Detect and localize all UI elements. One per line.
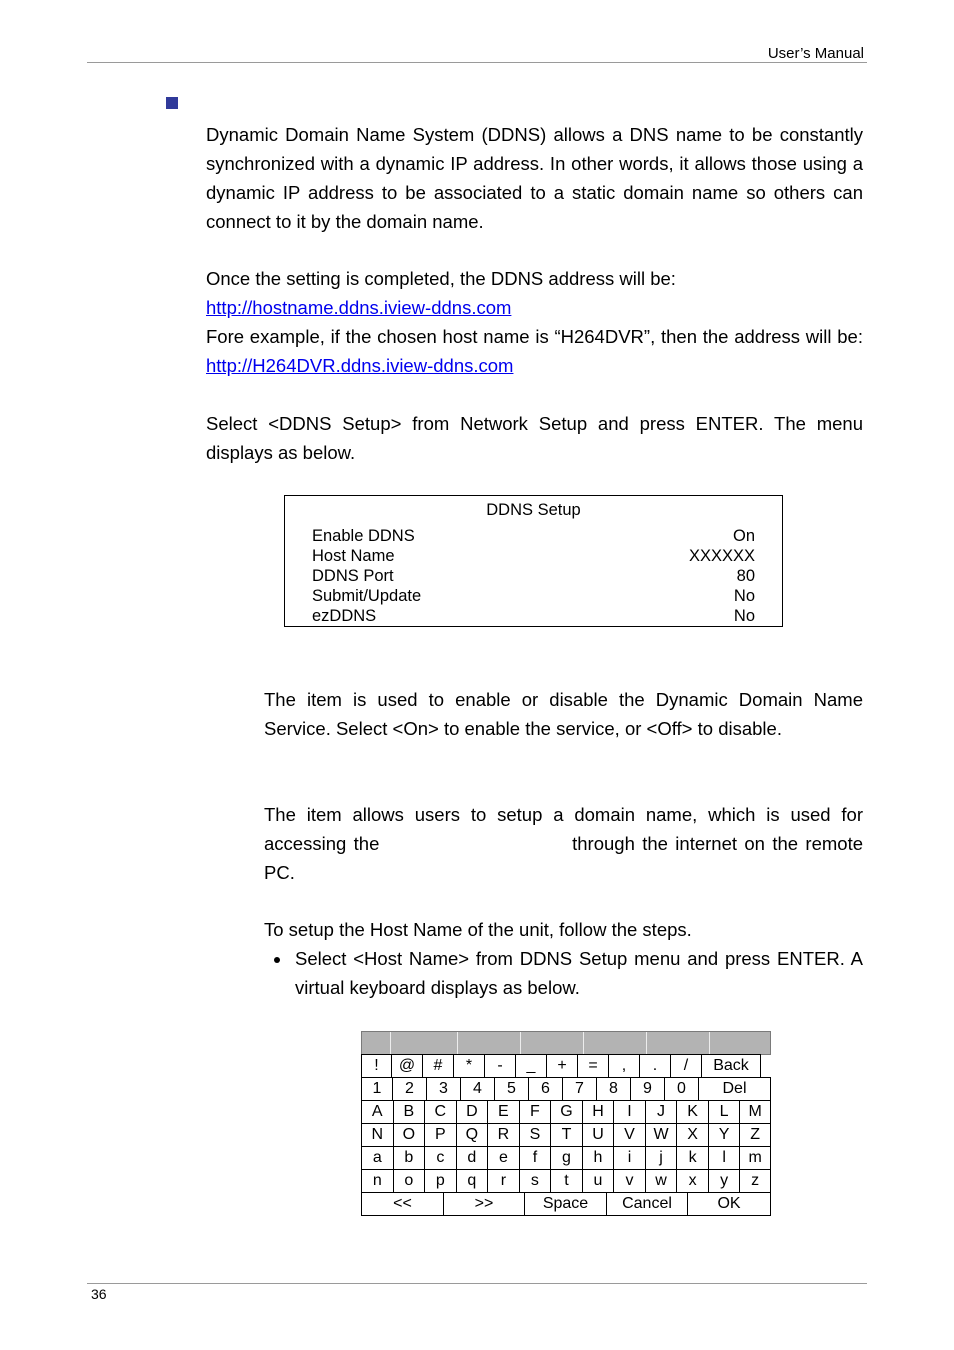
ddns-row-value: 80 bbox=[736, 567, 755, 585]
key-l[interactable]: L bbox=[708, 1100, 740, 1124]
key-r[interactable]: R bbox=[487, 1123, 519, 1147]
key-6[interactable]: 6 bbox=[528, 1077, 562, 1101]
key-left[interactable]: << bbox=[361, 1192, 443, 1216]
key-h[interactable]: h bbox=[582, 1146, 614, 1170]
key-z[interactable]: z bbox=[739, 1169, 771, 1193]
header-title: User’s Manual bbox=[767, 45, 864, 62]
key-n[interactable]: N bbox=[361, 1123, 393, 1147]
ddns-row-label: Host Name bbox=[312, 547, 395, 565]
key-x[interactable]: X bbox=[676, 1123, 708, 1147]
keyboard-row bbox=[361, 1054, 771, 1078]
key-a[interactable]: a bbox=[361, 1146, 393, 1170]
key-s[interactable]: S bbox=[519, 1123, 551, 1147]
keyboard-row bbox=[361, 1123, 771, 1147]
keyboard-row bbox=[361, 1100, 771, 1124]
page-number: 36 bbox=[91, 1286, 107, 1302]
ddns-address-link[interactable]: http://hostname.ddns.iview-ddns.com bbox=[206, 297, 512, 318]
bullet-dot-icon bbox=[274, 957, 280, 963]
ddns-menu-row-enable[interactable] bbox=[312, 526, 755, 546]
key-9[interactable]: 9 bbox=[630, 1077, 664, 1101]
key-5[interactable]: 5 bbox=[494, 1077, 528, 1101]
ddns-row-label: ezDDNS bbox=[312, 607, 377, 625]
key-o[interactable]: o bbox=[393, 1169, 425, 1193]
ddns-menu-row-submit[interactable] bbox=[312, 586, 755, 606]
ddns-menu-row-ezddns[interactable] bbox=[312, 606, 755, 626]
key-e[interactable]: e bbox=[487, 1146, 519, 1170]
address-line1: Once the setting is completed, the DDNS address will be: bbox=[206, 268, 676, 289]
select-paragraph: Select <DDNS Setup> from Network Setup and press ENTER. The menu displays as below. bbox=[206, 413, 863, 463]
key-symbol[interactable]: # bbox=[422, 1054, 453, 1078]
key-l[interactable]: l bbox=[708, 1146, 740, 1170]
key-7[interactable]: 7 bbox=[562, 1077, 596, 1101]
key-g[interactable]: G bbox=[550, 1100, 582, 1124]
key-del[interactable]: Del bbox=[698, 1077, 771, 1101]
key-3[interactable]: 3 bbox=[426, 1077, 460, 1101]
key-t[interactable]: t bbox=[550, 1169, 582, 1193]
key-q[interactable]: q bbox=[456, 1169, 488, 1193]
header-divider bbox=[87, 62, 867, 63]
key-j[interactable]: j bbox=[645, 1146, 677, 1170]
footer-divider bbox=[87, 1283, 867, 1284]
ddns-row-label: Enable DDNS bbox=[312, 527, 415, 545]
key-f[interactable]: f bbox=[519, 1146, 551, 1170]
key-symbol[interactable]: = bbox=[577, 1054, 608, 1078]
key-y[interactable]: Y bbox=[708, 1123, 740, 1147]
key-k[interactable]: K bbox=[676, 1100, 708, 1124]
key-p[interactable]: p bbox=[424, 1169, 456, 1193]
key-e[interactable]: E bbox=[487, 1100, 519, 1124]
key-b[interactable]: b bbox=[393, 1146, 425, 1170]
key-c[interactable]: c bbox=[424, 1146, 456, 1170]
ddns-row-value: XXXXXX bbox=[688, 547, 755, 565]
ddns-row-label: DDNS Port bbox=[312, 567, 394, 585]
key-symbol[interactable]: _ bbox=[515, 1054, 546, 1078]
key-d[interactable]: D bbox=[456, 1100, 488, 1124]
key-0[interactable]: 0 bbox=[664, 1077, 698, 1101]
key-i[interactable]: i bbox=[613, 1146, 645, 1170]
key-cancel[interactable]: Cancel bbox=[606, 1192, 687, 1216]
key-symbol[interactable]: , bbox=[608, 1054, 639, 1078]
key-back[interactable]: Back bbox=[701, 1054, 761, 1078]
ddns-menu-row-port[interactable] bbox=[312, 566, 755, 586]
keyboard-row bbox=[361, 1146, 771, 1170]
key-j[interactable]: J bbox=[645, 1100, 677, 1124]
ddns-row-value: On bbox=[732, 527, 755, 545]
key-w[interactable]: W bbox=[645, 1123, 677, 1147]
host-para-part1: The item allows users to setup a domain name, which is used for accessing the bbox=[264, 804, 863, 854]
host-name-paragraph bbox=[264, 800, 863, 887]
section-bullet-icon bbox=[166, 97, 178, 109]
key-k[interactable]: k bbox=[676, 1146, 708, 1170]
keyboard-row bbox=[361, 1192, 771, 1216]
key-r[interactable]: r bbox=[487, 1169, 519, 1193]
key-ok[interactable]: OK bbox=[687, 1192, 771, 1216]
ddns-row-label: Submit/Update bbox=[312, 587, 422, 605]
key-symbol[interactable]: - bbox=[484, 1054, 515, 1078]
keyboard-row bbox=[361, 1169, 771, 1193]
key-o[interactable]: O bbox=[393, 1123, 425, 1147]
key-n[interactable]: n bbox=[361, 1169, 393, 1193]
key-4[interactable]: 4 bbox=[460, 1077, 494, 1101]
keyboard-header-bar bbox=[361, 1031, 771, 1055]
key-2[interactable]: 2 bbox=[392, 1077, 426, 1101]
steps-intro: To setup the Host Name of the unit, follow the steps. bbox=[264, 919, 692, 940]
ddns-menu-title: DDNS Setup bbox=[486, 501, 581, 519]
key-symbol[interactable]: @ bbox=[391, 1054, 422, 1078]
key-symbol[interactable]: + bbox=[546, 1054, 577, 1078]
key-m[interactable]: m bbox=[739, 1146, 771, 1170]
ddns-row-value: No bbox=[733, 587, 755, 605]
key-x[interactable]: x bbox=[676, 1169, 708, 1193]
intro-paragraph: Dynamic Domain Name System (DDNS) allows a DNS name to be constantly synchronized with a dynamic IP address. In other words, it allows those using a dynamic IP address to be associated to a static domain name so others can connect to it by the domain name. bbox=[206, 124, 863, 232]
key-u[interactable]: u bbox=[582, 1169, 614, 1193]
key-symbol[interactable]: ! bbox=[361, 1054, 391, 1078]
keyboard-row bbox=[361, 1077, 771, 1101]
key-z[interactable]: Z bbox=[739, 1123, 771, 1147]
key-8[interactable]: 8 bbox=[596, 1077, 630, 1101]
key-i[interactable]: I bbox=[613, 1100, 645, 1124]
key-b[interactable]: B bbox=[393, 1100, 425, 1124]
key-1[interactable]: 1 bbox=[361, 1077, 392, 1101]
address-block bbox=[206, 264, 863, 380]
key-g[interactable]: g bbox=[550, 1146, 582, 1170]
enable-ddns-paragraph: The item is used to enable or disable the Dynamic Domain Name Service. Select <On> to enable the service, or <Off> to disable. bbox=[264, 689, 863, 739]
key-space[interactable]: Space bbox=[524, 1192, 606, 1216]
ddns-row-value: No bbox=[733, 607, 755, 625]
ddns-menu-row-hostname[interactable] bbox=[312, 546, 755, 566]
key-h[interactable]: H bbox=[582, 1100, 614, 1124]
key-p[interactable]: P bbox=[424, 1123, 456, 1147]
key-c[interactable]: C bbox=[424, 1100, 456, 1124]
key-symbol[interactable]: * bbox=[453, 1054, 484, 1078]
key-t[interactable]: T bbox=[550, 1123, 582, 1147]
key-v[interactable]: V bbox=[613, 1123, 645, 1147]
key-symbol[interactable]: . bbox=[639, 1054, 670, 1078]
step1-text: Select <Host Name> from DDNS Setup menu and press ENTER. A virtual keyboard displays as below. bbox=[295, 948, 863, 998]
key-q[interactable]: Q bbox=[456, 1123, 488, 1147]
key-symbol[interactable]: / bbox=[670, 1054, 701, 1078]
key-y[interactable]: y bbox=[708, 1169, 740, 1193]
key-a[interactable]: A bbox=[361, 1100, 393, 1124]
key-w[interactable]: w bbox=[645, 1169, 677, 1193]
key-d[interactable]: d bbox=[456, 1146, 488, 1170]
address-line2: Fore example, if the chosen host name is “H264DVR”, then the address will be: bbox=[206, 326, 863, 347]
key-m[interactable]: M bbox=[739, 1100, 771, 1124]
key-f[interactable]: F bbox=[519, 1100, 551, 1124]
key-u[interactable]: U bbox=[582, 1123, 614, 1147]
key-v[interactable]: v bbox=[613, 1169, 645, 1193]
example-address-link[interactable]: http://H264DVR.ddns.iview-ddns.com bbox=[206, 355, 514, 376]
virtual-keyboard bbox=[361, 1031, 771, 1217]
ddns-setup-menu bbox=[284, 495, 783, 627]
key-s[interactable]: s bbox=[519, 1169, 551, 1193]
key-right[interactable]: >> bbox=[443, 1192, 524, 1216]
host-para-part2: through the internet on the remote PC. bbox=[264, 833, 864, 883]
